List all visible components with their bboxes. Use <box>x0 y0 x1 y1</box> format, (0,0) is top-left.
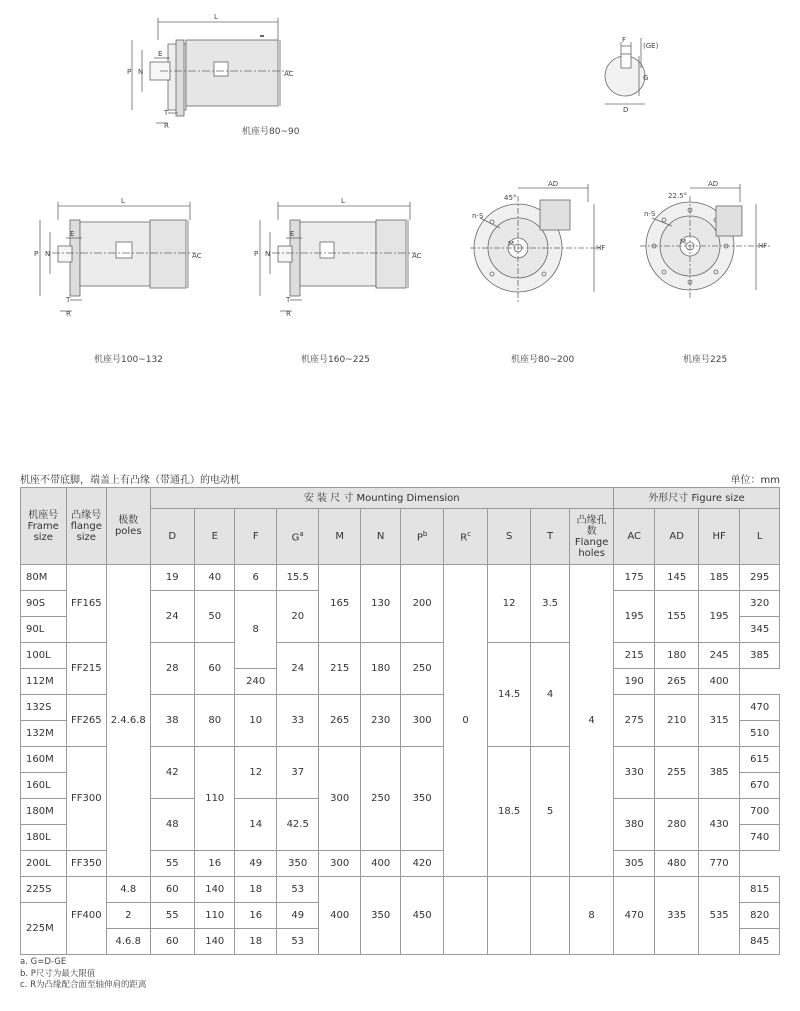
cell-L: 345 <box>740 617 780 643</box>
dim-M: M <box>680 238 687 246</box>
cell-N: 230 <box>360 695 400 747</box>
caption-frame-160-225: 机座号160~225 <box>301 355 370 365</box>
cell-M: 400 <box>319 877 360 955</box>
cell-E: 110 <box>195 903 235 929</box>
cell-AC: 175 <box>613 565 654 591</box>
cell-G: 53 <box>276 929 318 955</box>
footnotes <box>20 957 147 992</box>
cell-P: 200 <box>401 565 443 643</box>
cell-D: 38 <box>150 695 195 747</box>
cell-HF: 430 <box>698 799 739 851</box>
cell-G: 42.5 <box>276 799 318 851</box>
dim-G: G <box>643 74 649 82</box>
dim-L: L <box>341 197 345 205</box>
header-S: S <box>488 509 530 565</box>
diagram-end-225 <box>640 178 780 308</box>
dim-R: R <box>66 310 71 318</box>
cell-D: 28 <box>150 643 195 695</box>
cell-N: 300 <box>319 851 360 877</box>
cell-AD: 255 <box>655 747 699 799</box>
dim-AD: AD <box>708 180 719 188</box>
cell-E: 50 <box>195 591 235 643</box>
diagram-frame-100-132 <box>30 190 210 320</box>
cell-flange: FF265 <box>66 695 106 747</box>
cell-P: 250 <box>401 643 443 695</box>
cell-frame: 225S <box>21 877 67 903</box>
dim-N: N <box>45 250 51 258</box>
dimension-table <box>20 487 780 955</box>
diagram-end-80-200 <box>470 178 610 308</box>
cell-T: 3.5 <box>530 565 569 643</box>
cell-G: 15.5 <box>276 565 318 591</box>
cell-D: 55 <box>150 903 195 929</box>
cell-D: 48 <box>150 799 195 851</box>
cell-E: 140 <box>195 877 235 903</box>
cell-L: 400 <box>698 669 739 695</box>
dim-AC: AC <box>284 70 294 78</box>
cell-M: 265 <box>319 695 360 747</box>
cell-R-empty <box>443 877 488 955</box>
cell-F: 6 <box>235 565 276 591</box>
cell-T-empty <box>530 877 569 955</box>
dim-P: P <box>254 250 259 258</box>
header-AD: AD <box>655 509 699 565</box>
header-G: $G^a$ <box>276 509 318 565</box>
cell-S: 18.5 <box>488 747 530 877</box>
dim-E: E <box>290 230 295 238</box>
cell-poles: 2 <box>107 903 151 929</box>
cell-P: 300 <box>401 695 443 747</box>
cell-E: 60 <box>195 643 235 695</box>
cell-AC: 240 <box>235 669 276 695</box>
dim-T: T <box>286 296 291 304</box>
cell-AC: 215 <box>613 643 654 669</box>
cell-D: 60 <box>150 877 195 903</box>
cell-L: 700 <box>740 799 780 825</box>
cell-frame: 180L <box>21 825 67 851</box>
caption-frame-80-90: 机座号80~90 <box>242 127 300 137</box>
cell-frame: 132M <box>21 721 67 747</box>
header-F: F <box>235 509 276 565</box>
header-D: D <box>150 509 195 565</box>
cell-F: 12 <box>235 747 276 799</box>
cell-F: 18 <box>235 929 276 955</box>
header-figure: 外形尺寸 Figure size <box>613 488 779 509</box>
dim-E: E <box>158 50 163 58</box>
header-R: $R^c$ <box>443 509 488 565</box>
header-holes: 凸缘孔 数 Flange holes <box>570 509 614 565</box>
cell-M: 215 <box>319 643 360 695</box>
cell-AC: 330 <box>613 747 654 799</box>
header-AC: AC <box>613 509 654 565</box>
cell-F: 8 <box>235 591 276 669</box>
header-poles: 极数 poles <box>107 488 151 565</box>
dim-angle: 22.5° <box>668 192 688 200</box>
footnote-c: c. R为凸缘配合面至轴伸肩的距离 <box>20 980 147 990</box>
dim-N: N <box>265 250 271 258</box>
cell-R: 0 <box>443 565 488 877</box>
cell-F: 14 <box>235 799 276 851</box>
dim-R: R <box>286 310 291 318</box>
cell-AC: 470 <box>613 877 654 955</box>
cell-flange: FF215 <box>66 643 106 695</box>
cell-G: 33 <box>276 695 318 747</box>
cell-flange: FF350 <box>66 851 106 877</box>
header-E: E <box>195 509 235 565</box>
cell-poles: 4.6.8 <box>107 929 151 955</box>
dim-D: D <box>623 106 629 114</box>
cell-D: 55 <box>150 851 195 877</box>
cell-AD: 155 <box>655 591 699 643</box>
cell-flange: FF400 <box>66 877 106 955</box>
cell-L: 770 <box>698 851 739 877</box>
table-row <box>21 565 780 591</box>
cell-frame: 200L <box>21 851 67 877</box>
cell-HF: 195 <box>698 591 739 643</box>
dim-AC: AC <box>192 252 202 260</box>
cell-AC: 195 <box>613 591 654 643</box>
cell-L: 815 <box>740 877 780 903</box>
dim-nS: n-S <box>472 212 484 220</box>
cell-frame: 112M <box>21 669 67 695</box>
cell-holes: 4 <box>570 565 614 877</box>
cell-S: 14.5 <box>488 643 530 747</box>
cell-P: 450 <box>401 877 443 955</box>
cell-frame: 180M <box>21 799 67 825</box>
cell-L: 845 <box>740 929 780 955</box>
cell-holes: 8 <box>570 877 614 955</box>
cell-frame: 160M <box>21 747 67 773</box>
cell-HF: 245 <box>698 643 739 669</box>
cell-M: 350 <box>276 851 318 877</box>
cell-L: 385 <box>740 643 780 669</box>
cell-AC: 275 <box>613 695 654 747</box>
header-flange: 凸缘号 flange size <box>66 488 106 565</box>
table-unit: 单位：mm <box>730 475 780 486</box>
cell-L: 740 <box>740 825 780 851</box>
cell-N: 250 <box>360 747 400 851</box>
footnote-b: b. P尺寸为最大限值 <box>20 968 96 979</box>
cell-HF: 385 <box>698 747 739 799</box>
cell-L: 470 <box>740 695 780 721</box>
dim-P: P <box>127 68 132 76</box>
dim-GE: (GE) <box>643 42 659 50</box>
dim-L: L <box>121 197 125 205</box>
cell-L: 320 <box>740 591 780 617</box>
cell-L: 670 <box>740 773 780 799</box>
dim-T: T <box>66 296 71 304</box>
dim-N: N <box>138 68 144 76</box>
cell-T: 5 <box>530 747 569 877</box>
cell-S: 12 <box>488 565 530 643</box>
cell-L: 820 <box>740 903 780 929</box>
header-frame: 机座号 Frame size <box>21 488 67 565</box>
dim-AC: AC <box>412 252 422 260</box>
dim-T: T <box>164 109 169 117</box>
cell-L: 615 <box>740 747 780 773</box>
cell-T: 4 <box>530 643 569 747</box>
cell-S-empty <box>488 877 530 955</box>
cell-AD: 305 <box>613 851 654 877</box>
cell-frame: 132S <box>21 695 67 721</box>
dim-E: E <box>70 230 75 238</box>
header-N: N <box>360 509 400 565</box>
dim-HF: HF <box>758 242 768 250</box>
cell-E: 80 <box>195 695 235 747</box>
dim-M: M <box>508 240 515 248</box>
cell-G: 49 <box>235 851 276 877</box>
caption-end-80-200: 机座号80~200 <box>511 355 575 365</box>
table-row <box>21 877 780 903</box>
cell-HF: 480 <box>655 851 699 877</box>
cell-G: 49 <box>276 903 318 929</box>
cell-G: 37 <box>276 747 318 799</box>
cell-AC: 380 <box>613 799 654 851</box>
cell-AD: 180 <box>655 643 699 669</box>
cell-F: 10 <box>235 695 276 747</box>
dim-AD: AD <box>548 180 559 188</box>
cell-AD: 210 <box>655 695 699 747</box>
cell-HF: 315 <box>698 695 739 747</box>
caption-frame-100-132: 机座号100~132 <box>94 355 163 365</box>
cell-flange: FF300 <box>66 747 106 851</box>
header-P: $P^b$ <box>401 509 443 565</box>
cell-AD: 145 <box>655 565 699 591</box>
diagram-frame-160-225 <box>250 190 430 320</box>
header-mounting: 安 装 尺 寸 Mounting Dimension <box>150 488 613 509</box>
cell-P: 400 <box>360 851 400 877</box>
cell-frame: 80M <box>21 565 67 591</box>
cell-poles: 2.4.6.8 <box>107 565 151 877</box>
cell-L: 510 <box>740 721 780 747</box>
cell-F: 18 <box>235 877 276 903</box>
footnote-a: a. G=D-GE <box>20 957 67 967</box>
cell-frame: 90S <box>21 591 67 617</box>
cell-F: 16 <box>235 903 276 929</box>
dim-F: F <box>622 36 627 44</box>
cell-AD: 280 <box>655 799 699 851</box>
cell-frame: 225M <box>21 903 67 955</box>
dim-nS: n-S <box>644 210 656 218</box>
cell-frame: 90L <box>21 617 67 643</box>
table-title: 机座不带底脚，端盖上有凸缘（带通孔）的电动机 <box>20 475 240 486</box>
cell-M: 300 <box>319 747 360 851</box>
cell-AC: 420 <box>401 851 443 877</box>
cell-F: 16 <box>195 851 235 877</box>
header-HF: HF <box>698 509 739 565</box>
cell-D: 60 <box>150 929 195 955</box>
dim-L: L <box>214 13 218 21</box>
cell-frame: 160L <box>21 773 67 799</box>
cell-E: 40 <box>195 565 235 591</box>
cell-HF: 265 <box>655 669 699 695</box>
diagram-shaft-key <box>595 28 675 118</box>
cell-HF: 535 <box>698 877 739 955</box>
cell-G: 20 <box>276 591 318 643</box>
cell-G: 24 <box>276 643 318 695</box>
header-L: L <box>740 509 780 565</box>
cell-M: 165 <box>319 565 360 643</box>
dim-HF: HF <box>596 244 606 252</box>
cell-N: 350 <box>360 877 400 955</box>
cell-AD: 190 <box>613 669 654 695</box>
cell-HF: 185 <box>698 565 739 591</box>
header-T: T <box>530 509 569 565</box>
dim-P: P <box>34 250 39 258</box>
header-M: M <box>319 509 360 565</box>
diagram-frame-80-90 <box>120 10 310 130</box>
cell-N: 130 <box>360 565 400 643</box>
cell-flange: FF165 <box>66 565 106 643</box>
cell-D: 24 <box>150 591 195 643</box>
cell-E: 110 <box>195 747 235 851</box>
caption-end-225: 机座号225 <box>683 355 728 365</box>
cell-AD: 335 <box>655 877 699 955</box>
cell-poles: 4.8 <box>107 877 151 903</box>
cell-N: 180 <box>360 643 400 695</box>
cell-frame: 100L <box>21 643 67 669</box>
cell-G: 53 <box>276 877 318 903</box>
cell-L: 295 <box>740 565 780 591</box>
cell-D: 19 <box>150 565 195 591</box>
dim-angle: 45° <box>504 194 517 202</box>
cell-D: 42 <box>150 747 195 799</box>
dim-R: R <box>164 122 169 130</box>
cell-P: 350 <box>401 747 443 851</box>
cell-E: 140 <box>195 929 235 955</box>
